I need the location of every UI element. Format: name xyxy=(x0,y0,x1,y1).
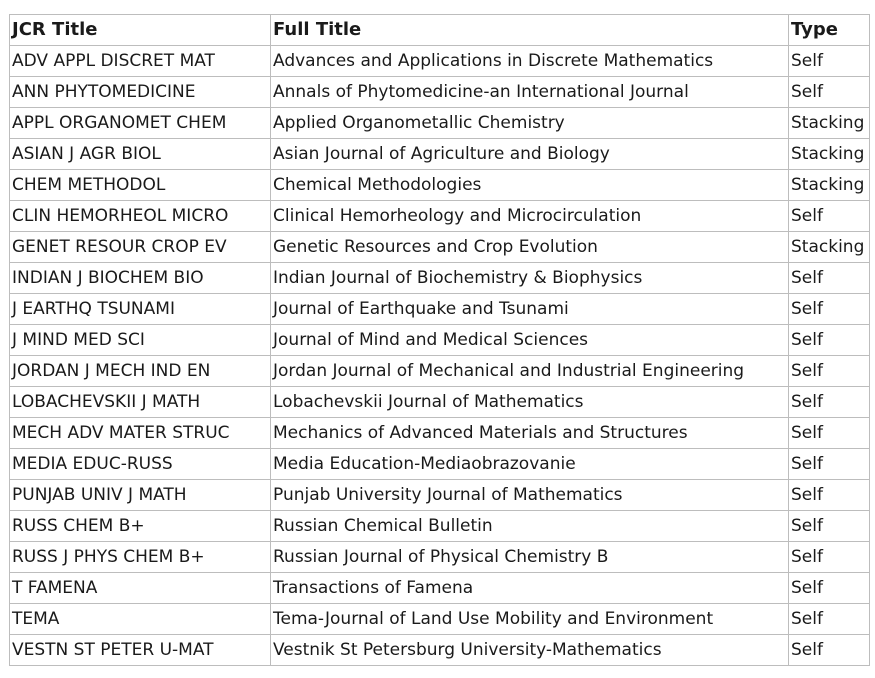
cell-type: Self xyxy=(789,449,870,480)
cell-full-title: Jordan Journal of Mechanical and Industrial Engineering xyxy=(271,356,789,387)
cell-full-title: Punjab University Journal of Mathematics xyxy=(271,480,789,511)
cell-type: Self xyxy=(789,201,870,232)
cell-jcr-title: RUSS J PHYS CHEM B+ xyxy=(10,542,271,573)
table-row xyxy=(10,635,870,666)
cell-jcr-title: ADV APPL DISCRET MAT xyxy=(10,46,271,77)
table-row xyxy=(10,604,870,635)
cell-full-title: Transactions of Famena xyxy=(271,573,789,604)
cell-type: Self xyxy=(789,511,870,542)
table-row xyxy=(10,511,870,542)
table-row xyxy=(10,449,870,480)
cell-jcr-title: CHEM METHODOL xyxy=(10,170,271,201)
header-full-title: Full Title xyxy=(271,15,789,46)
cell-jcr-title: J EARTHQ TSUNAMI xyxy=(10,294,271,325)
cell-type: Self xyxy=(789,418,870,449)
cell-jcr-title: TEMA xyxy=(10,604,271,635)
cell-full-title: Annals of Phytomedicine-an International Journal xyxy=(271,77,789,108)
cell-jcr-title: INDIAN J BIOCHEM BIO xyxy=(10,263,271,294)
cell-type: Self xyxy=(789,387,870,418)
cell-type: Self xyxy=(789,325,870,356)
cell-jcr-title: VESTN ST PETER U-MAT xyxy=(10,635,271,666)
cell-type: Stacking xyxy=(789,232,870,263)
cell-jcr-title: MECH ADV MATER STRUC xyxy=(10,418,271,449)
table-row xyxy=(10,263,870,294)
cell-jcr-title: LOBACHEVSKII J MATH xyxy=(10,387,271,418)
cell-type: Self xyxy=(789,77,870,108)
table-row xyxy=(10,294,870,325)
cell-jcr-title: JORDAN J MECH IND EN xyxy=(10,356,271,387)
cell-full-title: Clinical Hemorheology and Microcirculation xyxy=(271,201,789,232)
cell-full-title: Russian Journal of Physical Chemistry B xyxy=(271,542,789,573)
cell-full-title: Mechanics of Advanced Materials and Structures xyxy=(271,418,789,449)
cell-full-title: Tema-Journal of Land Use Mobility and Environment xyxy=(271,604,789,635)
cell-type: Self xyxy=(789,573,870,604)
cell-full-title: Media Education-Mediaobrazovanie xyxy=(271,449,789,480)
cell-jcr-title: RUSS CHEM B+ xyxy=(10,511,271,542)
cell-jcr-title: ASIAN J AGR BIOL xyxy=(10,139,271,170)
cell-jcr-title: GENET RESOUR CROP EV xyxy=(10,232,271,263)
cell-full-title: Advances and Applications in Discrete Mathematics xyxy=(271,46,789,77)
cell-type: Self xyxy=(789,46,870,77)
table-row xyxy=(10,108,870,139)
cell-type: Self xyxy=(789,263,870,294)
cell-full-title: Chemical Methodologies xyxy=(271,170,789,201)
table-row xyxy=(10,170,870,201)
cell-full-title: Asian Journal of Agriculture and Biology xyxy=(271,139,789,170)
table-row xyxy=(10,139,870,170)
journal-table xyxy=(9,14,870,666)
cell-jcr-title: J MIND MED SCI xyxy=(10,325,271,356)
cell-type: Stacking xyxy=(789,139,870,170)
cell-full-title: Applied Organometallic Chemistry xyxy=(271,108,789,139)
cell-jcr-title: T FAMENA xyxy=(10,573,271,604)
cell-full-title: Lobachevskii Journal of Mathematics xyxy=(271,387,789,418)
cell-type: Stacking xyxy=(789,108,870,139)
cell-type: Self xyxy=(789,604,870,635)
cell-full-title: Journal of Mind and Medical Sciences xyxy=(271,325,789,356)
table-row xyxy=(10,418,870,449)
table-row xyxy=(10,573,870,604)
table-row xyxy=(10,325,870,356)
cell-type: Self xyxy=(789,635,870,666)
cell-full-title: Journal of Earthquake and Tsunami xyxy=(271,294,789,325)
table-row xyxy=(10,356,870,387)
header-row xyxy=(10,15,870,46)
cell-full-title: Genetic Resources and Crop Evolution xyxy=(271,232,789,263)
header-type: Type xyxy=(789,15,870,46)
cell-jcr-title: ANN PHYTOMEDICINE xyxy=(10,77,271,108)
cell-full-title: Vestnik St Petersburg University-Mathematics xyxy=(271,635,789,666)
table-body xyxy=(10,46,870,666)
header-jcr-title: JCR Title xyxy=(10,15,271,46)
cell-full-title: Russian Chemical Bulletin xyxy=(271,511,789,542)
cell-jcr-title: APPL ORGANOMET CHEM xyxy=(10,108,271,139)
cell-type: Self xyxy=(789,294,870,325)
table-header xyxy=(10,15,870,46)
table-row xyxy=(10,387,870,418)
cell-full-title: Indian Journal of Biochemistry & Biophysics xyxy=(271,263,789,294)
table-row xyxy=(10,480,870,511)
cell-jcr-title: MEDIA EDUC-RUSS xyxy=(10,449,271,480)
table-row xyxy=(10,201,870,232)
cell-jcr-title: PUNJAB UNIV J MATH xyxy=(10,480,271,511)
cell-type: Stacking xyxy=(789,170,870,201)
table-row xyxy=(10,46,870,77)
cell-type: Self xyxy=(789,356,870,387)
table-row xyxy=(10,232,870,263)
cell-type: Self xyxy=(789,480,870,511)
cell-jcr-title: CLIN HEMORHEOL MICRO xyxy=(10,201,271,232)
cell-type: Self xyxy=(789,542,870,573)
table-row xyxy=(10,542,870,573)
table-row xyxy=(10,77,870,108)
